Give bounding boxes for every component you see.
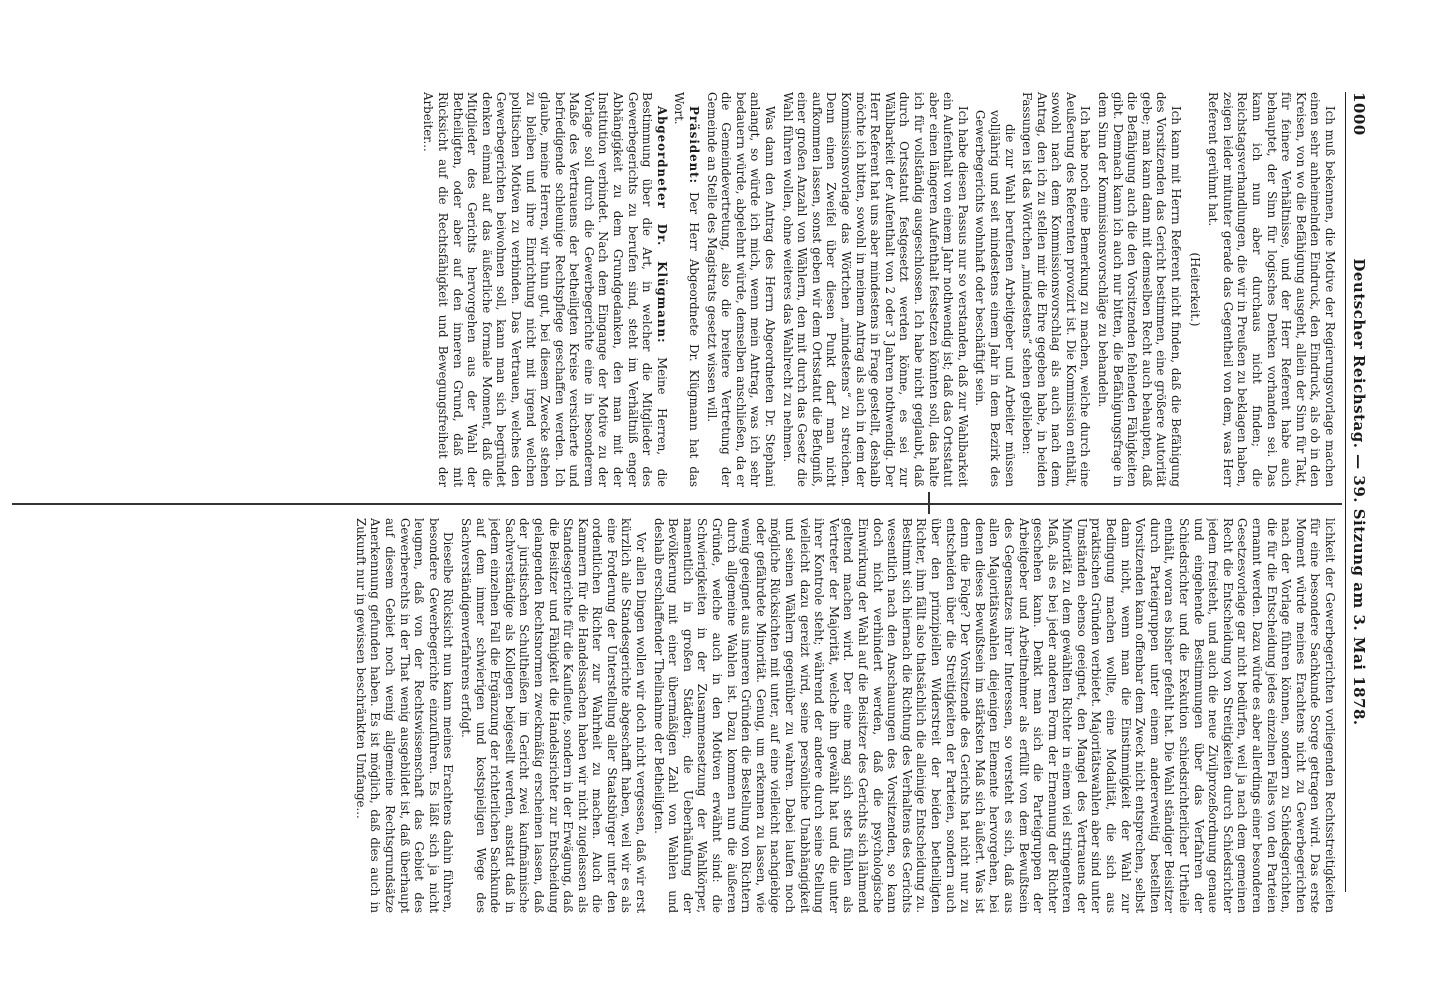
paragraph: Ich habe diesen Passus nur so verstanden, daß zur Wahlbarkeit ein Aufenthalt von einem Jahr nothwendig ist; daß das Ortsstatut aber einen längeren Aufenthalt festsetzen könnten soll, das halte ich für vollständig ausgeschlossen. Ich habe nicht geglaubt, daß durch Ortsstatut festgesetzt werden könne, es sei zur Wählbarkeit der Aufenthalt von 2 oder 3 Jahren nothwendig. Der Herr Referent hat uns aber mindestens in Frage gestellt, deshalb möchte ich bitten, sowohl in meinem Antrag als auch in dem der Kommissionsvorlage das Wörtchen „mindestens“ zu streichen. Denn einen Zweifel über diesen Punkt darf man nicht aufkommen lassen, sonst geben wir dem Ortsstatut die Befugniß, einer großen Anzahl von Wählern, den mit durch das Gesetz die Wahl führen wollen, ohne weiteres das Wahlrecht zu nehmen.: [780, 92, 970, 487]
page-header: [1345, 92, 1370, 892]
left-column: [17, 92, 1337, 487]
running-title: Deutscher Reichstag. — 39. Sitzung am 3. Mai 1878.: [1350, 258, 1368, 726]
paragraph: Ich habe noch eine Bemerkung zu machen, welche durch eine Aeußerung des Referenten provozirt ist. Die Kommission enthält, sowohl nach dem Kommissionsvorschlag als auch nach dem Antrag, den ich zu stellen mir die Ehre gegeben habe, in beiden Fassungen ist das Wörtchen „mindestens“ stehen geblieben:: [1020, 92, 1093, 487]
speech-text: Meine Herren, die Bestimmung über die Art, in welcher die Mitglieder des Gewerbegerichts zu berufen sind, steht im Verhältniß enger Abhängigkeit zu dem Grundgedanken, den man mit der Institution verbindet. Nach dem Eingange der Motive zu der Vorlage soll durch die Gewerbegerichte eine in besonderem Maße des Vertrauens der betheiligten Kreise versicherte und befriedigende schleunige Rechtspflege geschaffen werden. Ich glaube, meine Herren, wir thun gut, bei diesem Zwecke stehen zu bleiben und ihre Einrichtung nicht mit irgend welchen politischen Motiven zu verbinden. Das Vertrauen, welches den Gewerbegerichten beiwohnen soll, kann man sich begründet denken einmal auf das äußerliche formale Moment, daß die Mitglieder des Gerichts hervorgehen aus der Wahl der Betheiligten, oder aber auf den inneren Grund, daß mit Rücksicht auf die Rechtsfähigkeit und Bewegungsfreiheit der Arbeiter...: [421, 92, 669, 487]
speaker-paragraph: [421, 92, 669, 487]
page-number: 1000: [1350, 92, 1368, 136]
right-column: [17, 518, 1337, 913]
paragraph: Dieselbe Rücksicht nun kann meines Erachtens dahin führen, besondere Gewerbegerichte einzuführen. Es läßt sich ja nicht leugnen, daß von der Rechtswissenschaft das Gebiet des Gewerberechts in der That wenig ausgebildet ist, daß überhaupt auf diesem Gebiet noch wenig allgemeine Rechtsgrundsätze Anerkennung gefunden haben. Es ist möglich, daß dies auch in Zukunft nur in gewissen beschränkten Umfange...: [353, 518, 456, 913]
paragraph: Ich kann mit Herrn Referent nicht finden, daß die Befähigung des Vorsitzenden das Gericht bestimmen, eine größere Autorität gebe; man kann dann mit demselben Recht auch behaupten, daß die Befähigung auch die den Vorsitzenden fehlenden Fähigkeiten gibt. Demnach kann ich auch nur bitten, die Befähigungsfrage in dem Sinn der Kommissionsvorschläge zu behandeln.: [1096, 92, 1184, 487]
paragraph: Ich muß bekennen, die Motive der Regierungsvorlage machen einen sehr anheimelnden Eindruck, den Eindruck, als ob in den Kreisen, von wo die Befähigung ausgeht, allein der Sinn für Takt, für feinere Verhältnisse, und der Herr Referent habe auch behauptet, der Sinn für logisches Denken vorhanden sei. Das kann ich nun aber durchaus nicht finden; die Reichstagsverhandlungen, die wir in Preußen zu beklagen haben, zeigen leider mitunter gerade das Gegentheil von dem, was Herr Referent gerühmt hat.: [1206, 92, 1337, 487]
speaker-name: Abgeordneter Dr. Klügmann:: [654, 106, 669, 344]
speaker-name: Präsident:: [687, 106, 702, 184]
quotation: die zur Wahl berufenen Arbeitgeber und Arbeiter müssen volljährig und seit mindestens einem Jahr in dem Bezirk des Gewerbegerichts wohnhaft oder beschäftigt sein.: [973, 110, 1017, 487]
column-divider-mark: [929, 492, 931, 514]
paragraph: Vor allen Dingen wollen wir doch nicht vergessen, daß wir erst kürzlich alle Standesgerichte abgeschafft haben, weil wir es als eine Forderung der Unterstellung aller Staatsbürger unter den ordentlichen Richter zur Wahrheit zu machen. Auch die Kammern für die Handelssachen haben wir nicht zugelassen als Standesgerichte für die Kaufleute, sondern in der Erwägung, daß die Beisitzer und Fähigkeit die Handelsrichter zur Entscheidung gelangenden Rechtsnormen zweckmäßig erscheinen lassen, daß der juristischen Schultheißen im Gericht zwei kaufmännische Sachverständige als Kollegen beigesellt werden, anstatt daß in jedem einzelnen Fall die Ergänzung der richterlichen Sachkunde auf dem immer schwierigen und kostspieligen Wege des Sachverständigenverfahrens erfolgt.: [458, 518, 649, 913]
paragraph: Was dann den Antrag des Herrn Abgeordneten Dr. Stephani anlangt, so würde ich mich, wenn mein Antrag, was ich sehr bedauern würde, abgelehnt würde, demselben anschließen, da er die Gemeindevertretung, also die breitere Vertretung der Gemeinde an Stelle des Magistrats gesetzt wissen will.: [704, 92, 778, 487]
speaker-paragraph: [672, 92, 701, 487]
interjection: (Heiterkeit.): [1187, 252, 1202, 327]
paragraph: lichkeit der Gewerbegerichten vorliegenden Rechtsstreitigkeiten für eine besondere Sachkunde Sorge getragen wird. Das erste Moment würde meines Erachtens nicht zu Gewerbegerichten nach der Vorlage führen können, sondern zu Schiedsgerichten, die für die Entscheidung jedes einzelnen Falles von den Parteien ernannt werden. Dazu würde es aber allerdings einer besonderen Gesetzesvorlage gar nicht bedürfen, weil ja nach dem gemeinen Recht die Entscheidung von Streitigkeiten durch Schiedsrichter jedem freisteht, und auch die neue Zivilprozeßordnung genaue und eingehende Bestimmungen über das Verfahren der Schiedsrichter und die Exekution schiedsrichterlicher Urtheile enthält, woran es bisher gefehlt hat. Die Wahl ständiger Beisitzer durch Parteigruppen unter einem andererweitig bestellten Vorsitzenden kann offenbar dem Zweck nicht entsprechen, selbst dann nicht, wenn man die Einstimmigkeit der Wahl zur Bedingung machen wollte, eine Modalität, die sich aus praktischen Gründen verbietet. Majoritätswahlen aber sind unter Umständen ebenso geeignet, den Mangel des Vertrauens der Minorität zu dem gewählten Richter in einem viel stringenteren Maß, als es bei jeder anderen Form der Ernennung der Richter geschehen kann. Denkt man sich die Parteigruppen der Arbeitgeber und Arbeitnehmer als erfüllt von dem Bewußtsein des Gegensatzes ihrer Interessen, so versteht es sich, daß aus allen Majoritätswahlen diejenigen Elemente hervorgehen, bei denen dieses Bewußtsein im stärksten Maß sich äußert. Was ist denn die Folge? Der Vorsitzende des Gerichts hat nicht nur zu entscheiden über die Streitigkeiten der Parteien, sondern auch über den prinzipiellen Widerstreit der beiden betheiligten Richter, ihm fällt also thatsächlich die alleinige Entscheidung zu. Bestimmt sich hiernach die Richtung des Verhaltens des Gerichts wesentlich nach den Anschauungen des Vorsitzenden, so kann doch nicht verhindert werden, daß die psychologische Einwirkung der Wahl auf die Beisitzer des Gerichts sich lähmend geltend machen wird. Der eine mag sich stets fühlen als Vertreter der Majorität, welche ihn gewählt hat und die unter ihrer Kontrole steht; während der andere durch seine Stellung vielleicht dazu gereizt wird, seine persönliche Unabhängigkeit und seinen Wählern gegenüber zu wahren. Dabei laufen noch mögliche Rücksichten mit unter, auf eine vielleicht nachgiebige oder gefährdete Minorität. Genug, um erkennen zu lassen, wie wenig geeignet aus inneren Gründen die Bestellung von Richtern durch allgemeine Wahlen ist. Dazu kommen nun die äußeren Gründe, welche auch in den Motiven erwähnt sind: die Schwierigkeiten in der Zusammensetzung der Wahlkörper, namentlich in großen Städten; die Ueberhäufung der Bevölkerung mit einer übermäßigen Zahl von Wahlen und deshalb erschlaffender Theilnahme der Betheiligten.: [651, 518, 1337, 913]
speech-text: Der Herr Abgeordnete Dr. Klügmann hat das Wort.: [672, 92, 702, 487]
column-divider: [12, 503, 1342, 505]
